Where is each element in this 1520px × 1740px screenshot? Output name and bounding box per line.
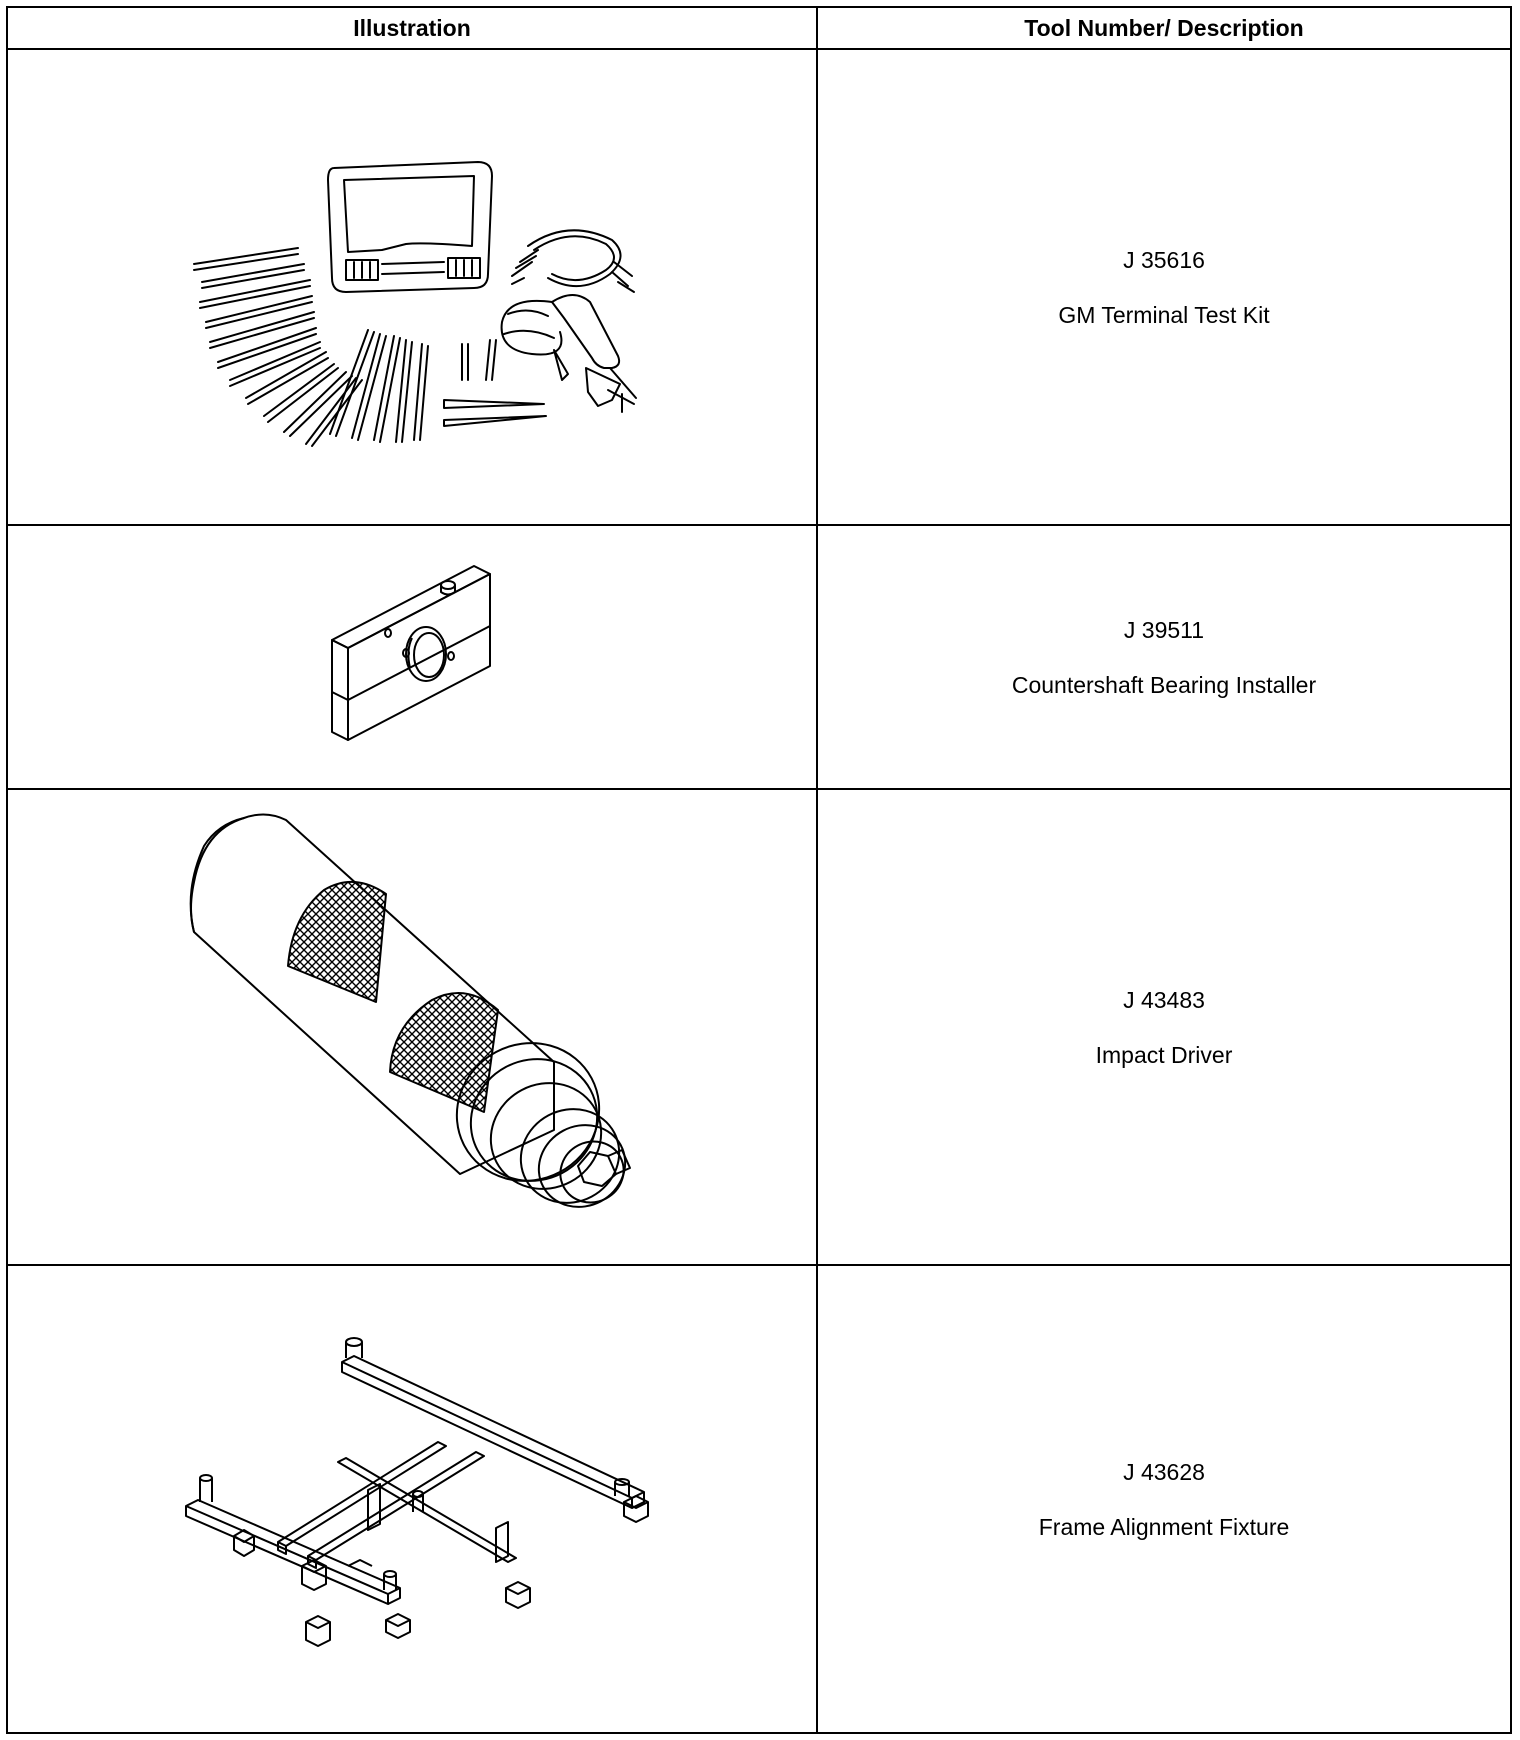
bearing-installer-icon xyxy=(8,526,816,788)
impact-driver-icon xyxy=(8,790,816,1264)
tool-description: Impact Driver xyxy=(1095,1041,1233,1068)
table-row xyxy=(8,526,1510,790)
frame-alignment-fixture-illustration xyxy=(8,1266,816,1732)
terminal-test-kit-illustration xyxy=(8,50,816,524)
tool-description: Frame Alignment Fixture xyxy=(1038,1513,1290,1540)
tools-table xyxy=(6,6,1512,1734)
table-row xyxy=(8,790,1510,1266)
tool-description: GM Terminal Test Kit xyxy=(1058,301,1270,328)
illustration-column-header: Illustration xyxy=(353,15,471,41)
tool-number: J 39511 xyxy=(1123,616,1205,643)
terminal-test-kit-icon xyxy=(8,50,816,524)
impact-driver-illustration xyxy=(8,790,816,1264)
tool-number-description-column-header: Tool Number/ Description xyxy=(1024,15,1304,41)
frame-alignment-fixture-icon xyxy=(8,1266,816,1732)
table-row xyxy=(8,1266,1510,1732)
tool-number: J 43628 xyxy=(1123,1458,1205,1485)
tool-number: J 43483 xyxy=(1123,986,1205,1013)
tool-description: Countershaft Bearing Installer xyxy=(1011,671,1317,698)
table-header xyxy=(8,8,1510,50)
table-row xyxy=(8,50,1510,526)
bearing-installer-illustration xyxy=(8,526,816,788)
tool-number: J 35616 xyxy=(1123,246,1205,273)
